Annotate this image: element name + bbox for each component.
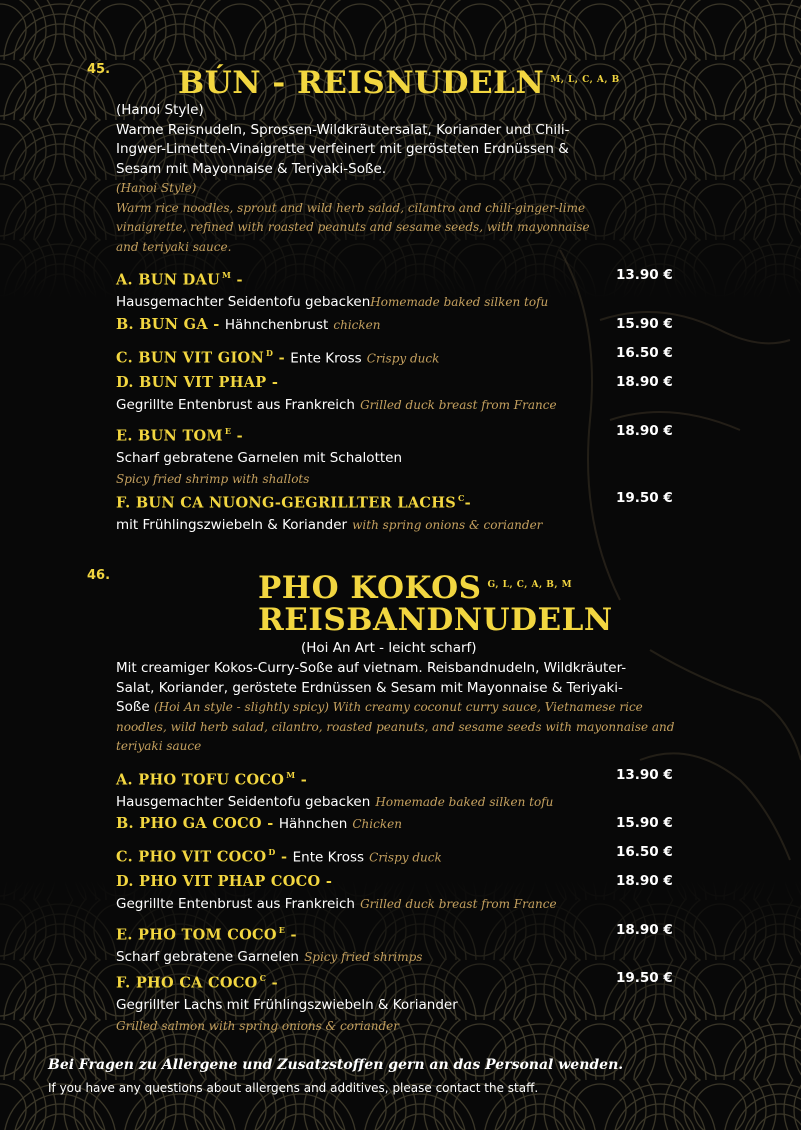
menu-item-pho-ca-coco: F. PHO CA COCO $^C$ - Gegrillter Lachs mit Frühlingszwiebeln & Koriander Grilled salmon with spring onions & coriander xyxy=(116,973,458,1034)
menu-item-pho-tom-coco: E. PHO TOM COCO $^E$ - Scharf gebratene Garnelen Spicy fried shrimps xyxy=(116,925,423,966)
price: 13.90 € xyxy=(616,767,673,783)
section-number: 45. xyxy=(87,62,111,77)
price: 19.50 € xyxy=(616,970,673,986)
menu-item-pho-tofu-coco: A. PHO TOFU COCO $^M$ - Hausgemachter Seidentofu gebacken Homemade baked silken tofu xyxy=(116,770,554,811)
price: 18.90 € xyxy=(616,873,673,889)
allergen-notice-english: If you have any questions about allergens and additives, please contact the staff. xyxy=(48,1081,539,1095)
allergen-codes: G, L, C, A, B, M xyxy=(487,579,573,590)
description-line-english: and teriyaki sauce. xyxy=(116,239,232,254)
price: 16.50 € xyxy=(616,844,673,860)
menu-item-bun-vit-gion: C. BUN VIT GION $^D$ - Ente Kross Crispy duck xyxy=(116,348,440,367)
section-title-line-2: REISBANDNUDELN xyxy=(258,602,613,638)
price: 15.90 € xyxy=(616,316,673,332)
description-line: Ingwer-Limetten-Vinaigrette verfeinert mit gerösteten Erdnüssen & xyxy=(116,141,569,157)
description-line-english: Warm rice noodles, sprout and wild herb salad, cilantro and chili-ginger-lime xyxy=(116,200,586,215)
price: 18.90 € xyxy=(616,922,673,938)
description-line: Soße (Hoi An style - slightly spicy) With creamy coconut curry sauce, Vietnamese rice xyxy=(116,699,643,715)
description-line: (Hanoi Style) xyxy=(116,102,204,118)
allergen-notice-german: Bei Fragen zu Allergene und Zusatzstoffen gern an das Personal wenden. xyxy=(48,1057,624,1073)
menu-item-bun-dau: A. BUN DAU $^M$ - Hausgemachter Seidentofu gebackenHomemade baked silken tofu xyxy=(116,270,549,311)
price: 15.90 € xyxy=(616,815,673,831)
description-line: Salat, Koriander, geröstete Erdnüssen & Sesam mit Mayonnaise & Teriyaki- xyxy=(116,679,623,696)
menu-item-bun-ga: B. BUN GA - Hähnchenbrust chicken xyxy=(116,316,381,333)
section-title-text: PHO KOKOS xyxy=(258,570,482,606)
price: 16.50 € xyxy=(616,345,673,361)
description-line-english: vinaigrette, refined with roasted peanuts and sesame seeds, with mayonnaise xyxy=(116,220,590,234)
menu-item-bun-ca-nuong: F. BUN CA NUONG-GEGRILLTER LACHS $^C$- mit Frühlingszwiebeln & Koriander with spring onions & coriander xyxy=(116,493,543,534)
menu-item-pho-vit-phap-coco: D. PHO VIT PHAP COCO - Gegrillte Entenbrust aus Frankreich Grilled duck breast from France xyxy=(116,873,557,912)
section-title xyxy=(178,65,620,101)
section-description xyxy=(116,659,676,757)
description-line-english: noodles, wild herb salad, cilantro, roasted peanuts, and sesame seeds with mayonnaise and xyxy=(116,719,675,734)
menu-item-pho-ga-coco: B. PHO GA COCO - Hähnchen Chicken xyxy=(116,815,402,832)
menu-item-bun-vit-phap: D. BUN VIT PHAP - Gegrillte Entenbrust aus Frankreich Grilled duck breast from France xyxy=(116,374,557,413)
description-line: Sesam mit Mayonnaise & Teriyaki-Soße. xyxy=(116,160,387,177)
price: 19.50 € xyxy=(616,490,673,506)
section-subtitle: (Hoi An Art - leicht scharf) xyxy=(301,640,477,656)
description-line: Warme Reisnudeln, Sprossen-Wildkräutersalat, Koriander und Chili- xyxy=(116,121,570,138)
section-description xyxy=(116,101,676,257)
price: 13.90 € xyxy=(616,267,673,283)
allergen-codes: M, L, C, A, B xyxy=(550,74,620,85)
menu-item-pho-vit-coco: C. PHO VIT COCO $^D$ - Ente Kross Crispy duck xyxy=(116,847,442,866)
section-title xyxy=(258,570,573,606)
description-line-english: teriyaki sauce xyxy=(116,739,202,753)
price: 18.90 € xyxy=(616,423,673,439)
section-title-text: BÚN - REISNUDELN xyxy=(178,65,545,101)
description-line-english: (Hanoi Style) xyxy=(116,181,197,195)
price: 18.90 € xyxy=(616,374,673,390)
menu-item-bun-tom: E. BUN TOM $^E$ - Scharf gebratene Garnelen mit Schalotten Spicy fried shrimp with shallots xyxy=(116,426,403,487)
section-number: 46. xyxy=(87,568,111,583)
description-line: Mit creamiger Kokos-Curry-Soße auf vietnam. Reisbandnudeln, Wildkräuter- xyxy=(116,660,627,676)
